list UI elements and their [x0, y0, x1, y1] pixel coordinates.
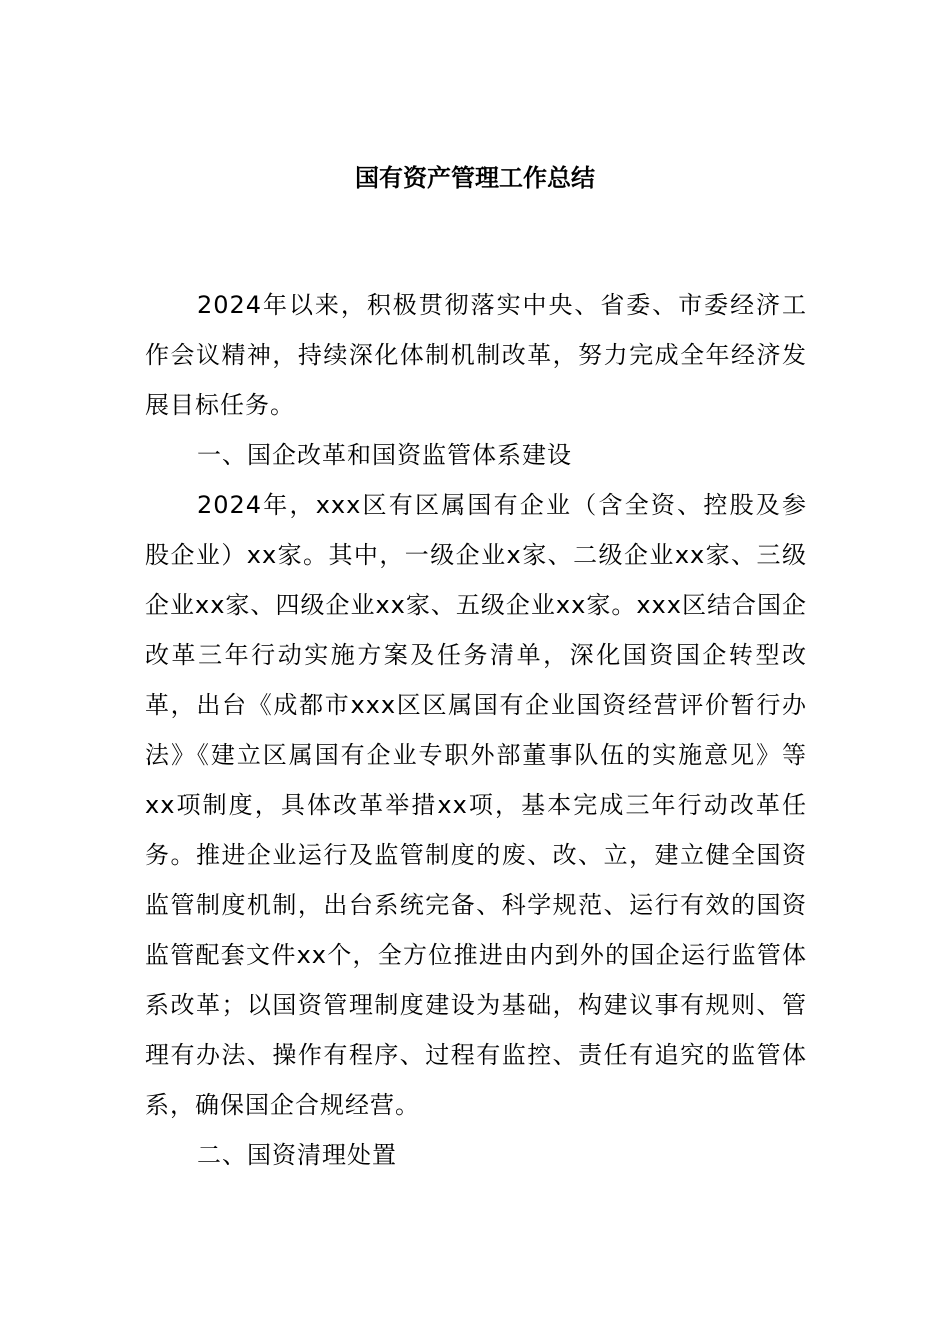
section-1-paragraph: 2024年，xxx区有区属国有企业（含全资、控股及参股企业）xx家。其中，一级企业x家、二级企业xx家、三级企业xx家、四级企业xx家、五级企业xx家。xxx区结合国企改革三年行动实施方案及任务清单，深化国资国企转型改革，出台《成都市xxx区区属国有企业国资经营评价暂行办法》《建立区属国有企业专职外部董事队伍的实施意见》等xx项制度，具体改革举措xx项，基本完成三年行动改革任务。推进企业运行及监管制度的废、改、立，建立健全国资监管制度机制，出台系统完备、科学规范、运行有效的国资监管配套文件xx个，全方位推进由内到外的国企运行监管体系改革；以国资管理制度建设为基础，构建议事有规则、管理有办法、操作有程序、过程有监控、责任有追究的监管体系，确保国企合规经营。	[145, 491, 807, 1119]
intro-paragraph: 2024年以来，积极贯彻落实中央、省委、市委经济工作会议精神，持续深化体制机制改革，努力完成全年经济发展目标任务。	[145, 291, 807, 419]
section-heading-2: 二、国资清理处置	[197, 1141, 397, 1169]
document-title: 国有资产管理工作总结	[355, 164, 595, 192]
section-heading-1: 一、国企改革和国资监管体系建设	[197, 441, 572, 469]
document-body	[145, 280, 807, 1180]
